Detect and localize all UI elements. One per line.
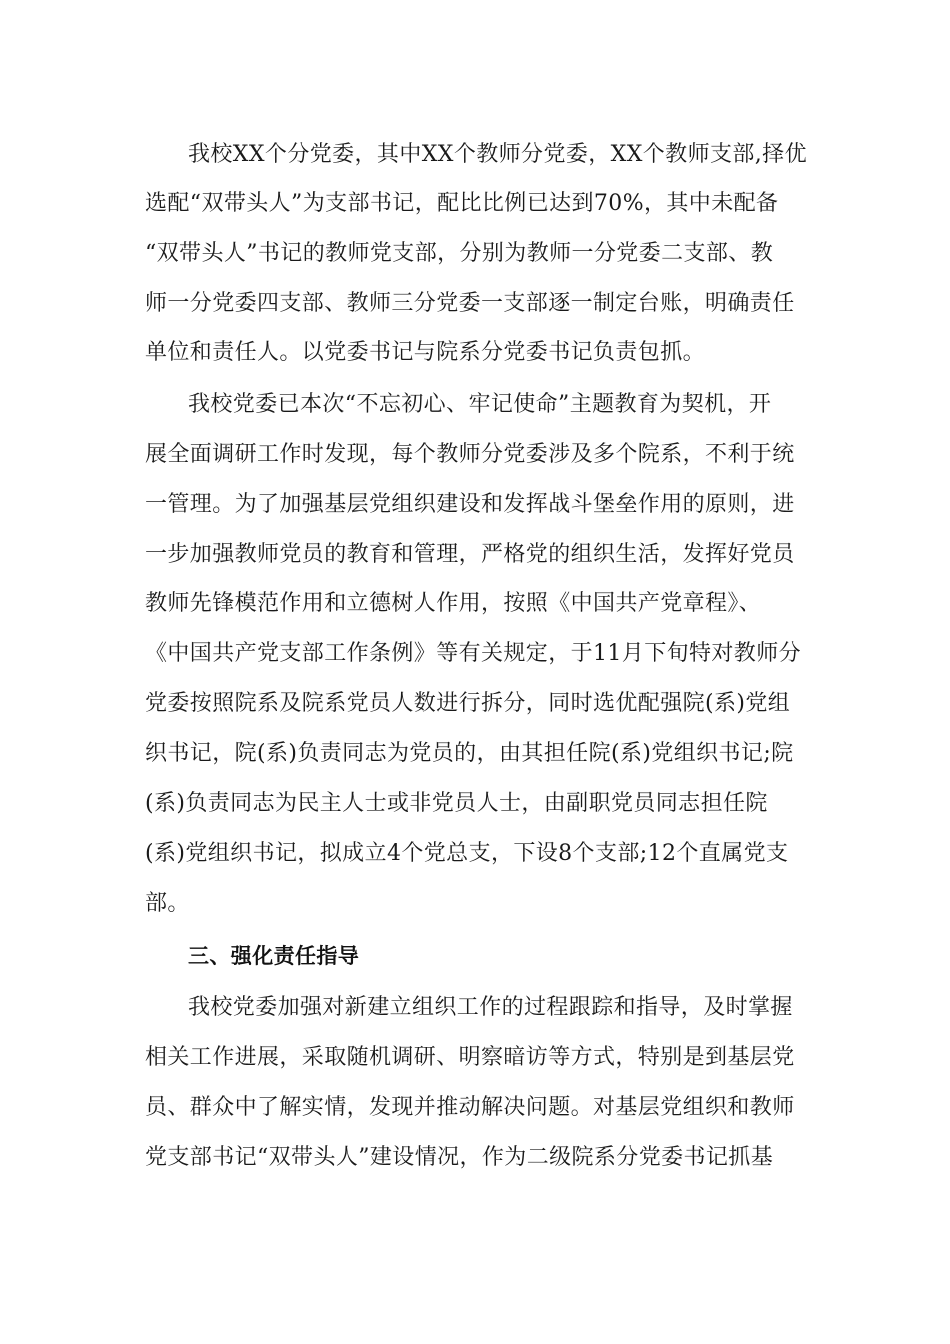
paragraph-1-line-4: 师一分党委四支部、教师三分党委一支部逐一制定台账，明确责任: [145, 291, 795, 316]
paragraph-2-line-10: (系)党组织书记，拟成立4个党总支，下设8个支部;12个直属党支: [145, 841, 789, 866]
paragraph-2-line-7: 党委按照院系及院系党员人数进行拆分，同时选优配强院(系)党组: [145, 691, 791, 716]
paragraph-3-line-1: 我校党委加强对新建立组织工作的过程跟踪和指导，及时掌握: [188, 995, 793, 1020]
paragraph-2-line-5: 教师先锋模范作用和立德树人作用，按照《中国共产党章程》、: [145, 591, 762, 616]
paragraph-2-line-1: 我校党委已本次“不忘初心、牢记使命”主题教育为契机，开: [188, 392, 772, 417]
paragraph-2-line-4: 一步加强教师党员的教育和管理，严格党的组织生活，发挥好党员: [145, 542, 795, 567]
paragraph-2-line-8: 织书记，院(系)负责同志为党员的，由其担任院(系)党组织书记;院: [145, 741, 794, 766]
paragraph-2-line-3: 一管理。为了加强基层党组织建设和发挥战斗堡垒作用的原则，进: [145, 492, 795, 517]
paragraph-1-line-3: “双带头人”书记的教师党支部，分别为教师一分党委二支部、教: [145, 241, 774, 266]
section-heading: 三、强化责任指导: [188, 944, 360, 968]
paragraph-1-line-5: 单位和责任人。以党委书记与院系分党委书记负责包抓。: [145, 340, 706, 365]
paragraph-2-line-6: 《中国共产党支部工作条例》等有关规定，于11月下旬特对教师分: [145, 641, 801, 666]
paragraph-3-line-4: 党支部书记“双带头人”建设情况，作为二级院系分党委书记抓基: [145, 1145, 774, 1170]
paragraph-2-line-9: (系)负责同志为民主人士或非党员人士，由副职党员同志担任院: [145, 791, 768, 816]
paragraph-2-line-11: 部。: [145, 891, 190, 916]
paragraph-3-line-2: 相关工作进展，采取随机调研、明察暗访等方式，特别是到基层党: [145, 1045, 795, 1070]
paragraph-3-line-3: 员、群众中了解实情，发现并推动解决问题。对基层党组织和教师: [145, 1095, 795, 1120]
paragraph-2-line-2: 展全面调研工作时发现，每个教师分党委涉及多个院系，不利于统: [145, 442, 795, 467]
paragraph-1-line-1: 我校XX个分党委，其中XX个教师分党委，XX个教师支部,择优: [188, 142, 807, 167]
paragraph-1-line-2: 选配“双带头人”为支部书记，配比比例已达到70%，其中未配备: [145, 191, 779, 216]
